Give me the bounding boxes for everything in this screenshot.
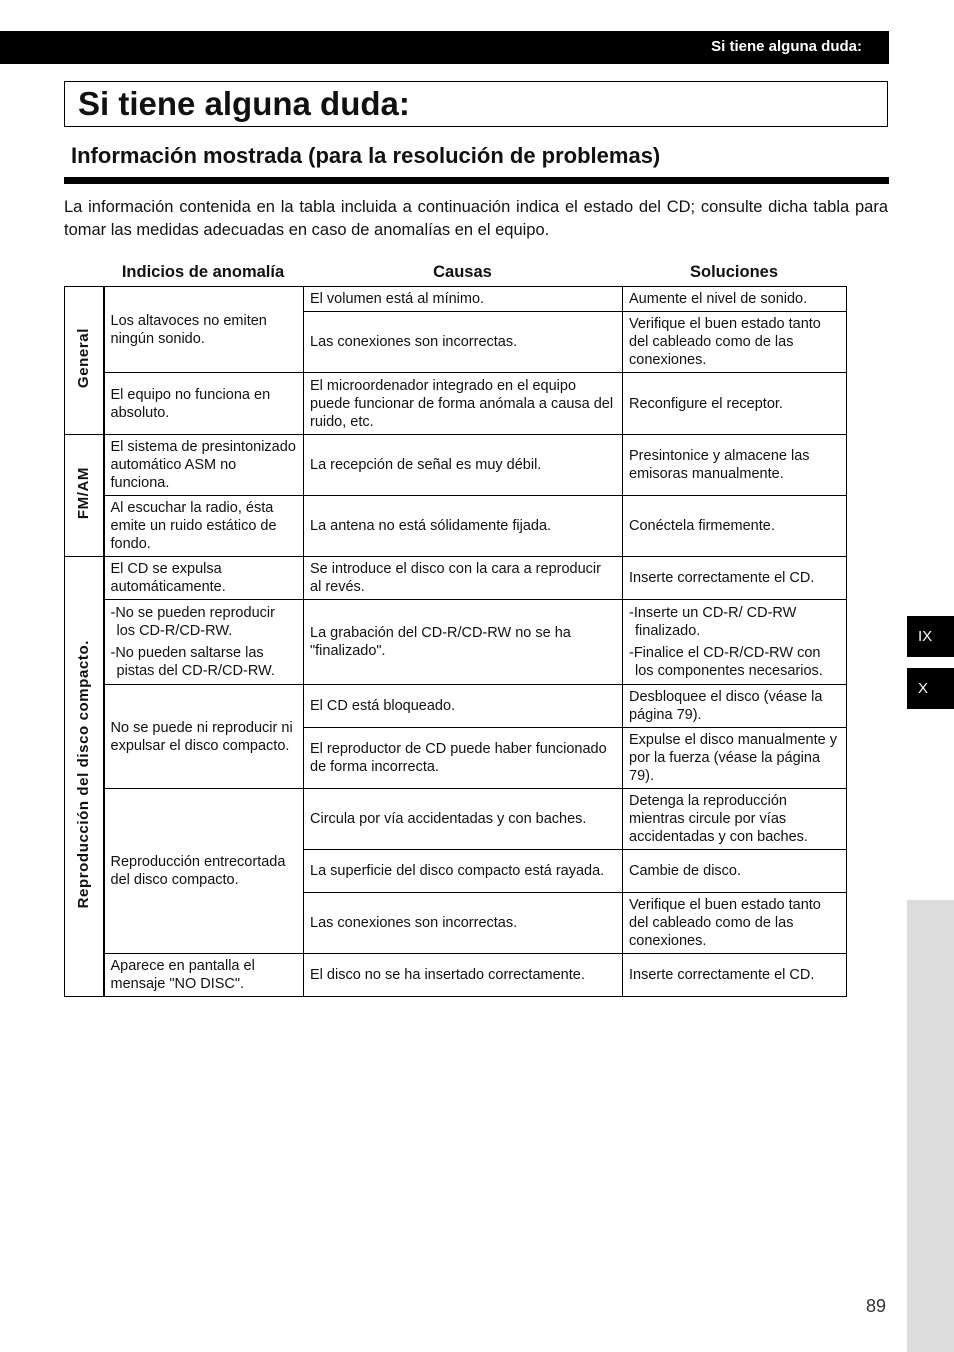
- troubleshooting-table: [64, 286, 847, 997]
- table-row: [65, 954, 847, 997]
- category-cell: [65, 557, 104, 997]
- cause-cell: La antena no está sólidamente fijada.: [304, 496, 623, 557]
- solution-cell: Inserte correctamente el CD.: [623, 954, 847, 997]
- page-number: 89: [866, 1296, 887, 1316]
- table-row: [65, 685, 847, 728]
- page-title-box: [64, 81, 888, 127]
- side-tab-x[interactable]: [907, 668, 954, 709]
- cause-cell: El reproductor de CD puede haber funcionado de forma incorrecta.: [304, 728, 623, 789]
- running-header-bar: [0, 31, 889, 64]
- symptom-item: -No pueden saltarse las pistas del CD-R/CD-RW.: [110, 645, 275, 679]
- cause-cell: Las conexiones son incorrectas.: [304, 893, 623, 954]
- side-gray-strip: [907, 900, 954, 1352]
- symptom-cell: Aparece en pantalla el mensaje "NO DISC".: [104, 954, 304, 997]
- solution-cell: [623, 600, 847, 685]
- running-header-title: Si tiene alguna duda:: [711, 38, 862, 55]
- category-label-fmam: FM/AM: [74, 466, 92, 520]
- page-title: Si tiene alguna duda:: [78, 85, 410, 122]
- intro-paragraph: La información contenida en la tabla incluida a continuación indica el estado del CD; consulte dicha tabla para tomar las medidas adecuadas en caso de anomalías en el equipo.: [64, 198, 888, 239]
- solution-cell: Inserte correctamente el CD.: [623, 557, 847, 600]
- section-subtitle: Información mostrada (para la resolución de problemas): [71, 143, 661, 168]
- table-row: [65, 287, 847, 312]
- category-cell: [65, 435, 104, 557]
- symptom-cell: El equipo no funciona en absoluto.: [104, 373, 304, 435]
- solution-cell: Conéctela firmemente.: [623, 496, 847, 557]
- cause-cell: El microordenador integrado en el equipo puede funcionar de forma anómala a causa del ruido, etc.: [304, 373, 623, 435]
- solution-cell: Verifique el buen estado tanto del cableado como de las conexiones.: [623, 893, 847, 954]
- solution-cell: Verifique el buen estado tanto del cableado como de las conexiones.: [623, 312, 847, 373]
- solution-cell: Expulse el disco manualmente y por la fuerza (véase la página 79).: [623, 728, 847, 789]
- column-header-cause: Causas: [433, 263, 492, 281]
- category-cell: [65, 287, 104, 435]
- side-tab-label: X: [918, 680, 929, 697]
- cause-cell: El volumen está al mínimo.: [304, 287, 623, 312]
- cause-cell: Las conexiones son incorrectas.: [304, 312, 623, 373]
- table-row: [65, 789, 847, 850]
- solution-cell: Detenga la reproducción mientras circule por vías accidentadas y con baches.: [623, 789, 847, 850]
- category-label-cd-playback: Reproducción del disco compacto.: [74, 639, 92, 909]
- symptom-item: -No se pueden reproducir los CD-R/CD-RW.: [110, 605, 275, 639]
- side-tab-label: IX: [918, 628, 933, 645]
- cause-cell: El CD está bloqueado.: [304, 685, 623, 728]
- subtitle-rule: [64, 177, 889, 184]
- column-header-symptom: Indicios de anomalía: [121, 263, 285, 281]
- symptom-cell: Reproducción entrecortada del disco compacto.: [104, 789, 304, 954]
- symptom-cell: [104, 600, 304, 685]
- category-label-general: General: [74, 327, 92, 389]
- cause-cell: La superficie del disco compacto está rayada.: [304, 850, 623, 893]
- solution-cell: Presintonice y almacene las emisoras manualmente.: [623, 435, 847, 496]
- cause-cell: Se introduce el disco con la cara a reproducir al revés.: [304, 557, 623, 600]
- table-row: [65, 496, 847, 557]
- symptom-cell: El sistema de presintonizado automático ASM no funciona.: [104, 435, 304, 496]
- symptom-cell: No se puede ni reproducir ni expulsar el disco compacto.: [104, 685, 304, 789]
- table-row: [65, 435, 847, 496]
- solution-item: -Finalice el CD-R/CD-RW con los componentes necesarios.: [629, 645, 823, 679]
- table-row: [65, 373, 847, 435]
- column-header-solution: Soluciones: [689, 263, 779, 281]
- symptom-cell: Al escuchar la radio, ésta emite un ruido estático de fondo.: [104, 496, 304, 557]
- solution-item: -Inserte un CD-R/ CD-RW finalizado.: [629, 605, 797, 639]
- table-row: [65, 600, 847, 685]
- symptom-cell: Los altavoces no emiten ningún sonido.: [104, 287, 304, 373]
- solution-cell: Cambie de disco.: [623, 850, 847, 893]
- cause-cell: La recepción de señal es muy débil.: [304, 435, 623, 496]
- symptom-cell: El CD se expulsa automáticamente.: [104, 557, 304, 600]
- cause-cell: Circula por vía accidentadas y con baches.: [304, 789, 623, 850]
- solution-cell: Reconfigure el receptor.: [623, 373, 847, 435]
- side-tab-ix[interactable]: [907, 616, 954, 657]
- solution-cell: Aumente el nivel de sonido.: [623, 287, 847, 312]
- table-row: [65, 557, 847, 600]
- cause-cell: La grabación del CD-R/CD-RW no se ha "finalizado".: [304, 600, 623, 685]
- cause-cell: El disco no se ha insertado correctamente.: [304, 954, 623, 997]
- solution-cell: Desbloquee el disco (véase la página 79).: [623, 685, 847, 728]
